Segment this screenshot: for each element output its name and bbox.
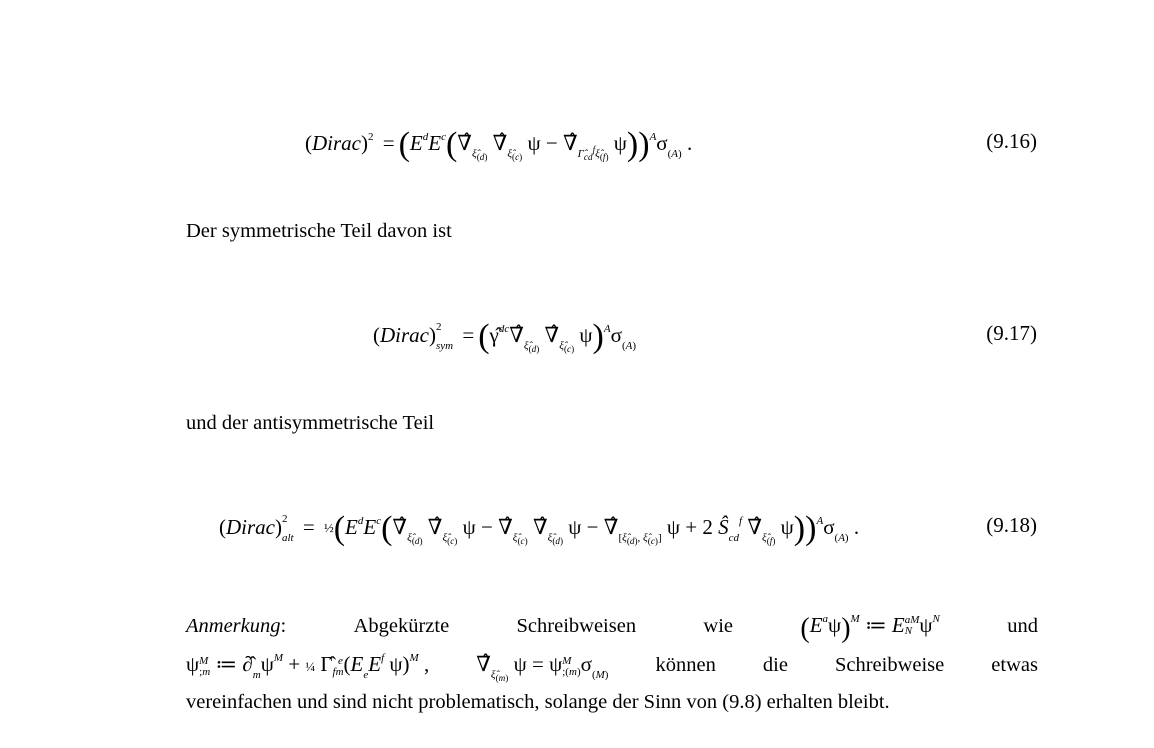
inline-formula: $\nablâ_{\xî_{(m)}}$ ψ = ψM $;(m)\sigma_{(M)}$ [476,652,609,684]
remark-line-2 [186,653,1038,683]
paragraph-antisymmetric: und der antisymmetrische Teil [186,412,435,434]
equation-9-18: (Dirac) $_{2 alt} = \frac{1}{2}(E^dE^c(\nablâ_{\xî_{(d)}}$ $\nablâ_{\xî_{(c)}}$ $\psi - \nablâ_{\xî_{(c)}}$ $\nablâ_{\xî_{(d)}}$ $\psi - \nablâ_{[\xî_{(d)}, \xî_{(c)}]}$ ψ + 2 $Ŝ_{cd}^f$ $\nablâ_{\xî_{(f)}}$ $\psi))^A\sigma_{(A)}$ . [219,510,860,547]
inline-formula: $(E^a\psi)^M$ ≔ EaM N $\psi^N$ [800,613,940,644]
remark-word: können [655,654,716,676]
inline-formula: ψM ;m ≔ $\partial̂_m\psi^M$ + ¼ Γ̂ e $fm(E_eE^f$ ψ)$^M$ , [186,652,430,681]
remark-label: Anmerkung: [186,615,287,637]
remark-word: etwas [991,654,1038,676]
remark-word: Schreibweise [834,654,945,676]
equation-number-9-16: (9.16) [986,129,1037,153]
remark-word: wie [703,615,734,637]
equation-number-9-18: (9.18) [986,513,1037,537]
paragraph-symmetric: Der symmetrische Teil davon ist [186,220,452,242]
equation-number-9-17: (9.17) [986,321,1037,345]
remark-line-3: vereinfachen und sind nicht problematisch, solange der Sinn von (9.8) erhalten bleibt. [186,691,890,713]
remark-word: Schreibweisen [516,615,637,637]
equation-9-17: (Dirac) $_{2 sym} = (\gammâ^{dc}\nablâ_{\xî_{(d)}}$ $\nablâ_{\xî_{(c)}}$ $\psi)^A\sigma_{(A)}$ [373,318,637,355]
remark-word: die [762,654,788,676]
remark-word: Abgekürzte [353,615,450,637]
equation-9-16: (Dirac)$^2$ = ($E^dE^c(\nablâ_{\xî_{(d)}}$ $\nablâ_{\xî_{(c)}}$ $\psi - \nablâ_{\Gammâ_{cd}^f\xî_{(f)}}$ $\psi))^A\sigma_{(A)}$ . [305,126,693,163]
remark-line-1 [186,614,1038,643]
remark-word: und [1007,615,1038,637]
